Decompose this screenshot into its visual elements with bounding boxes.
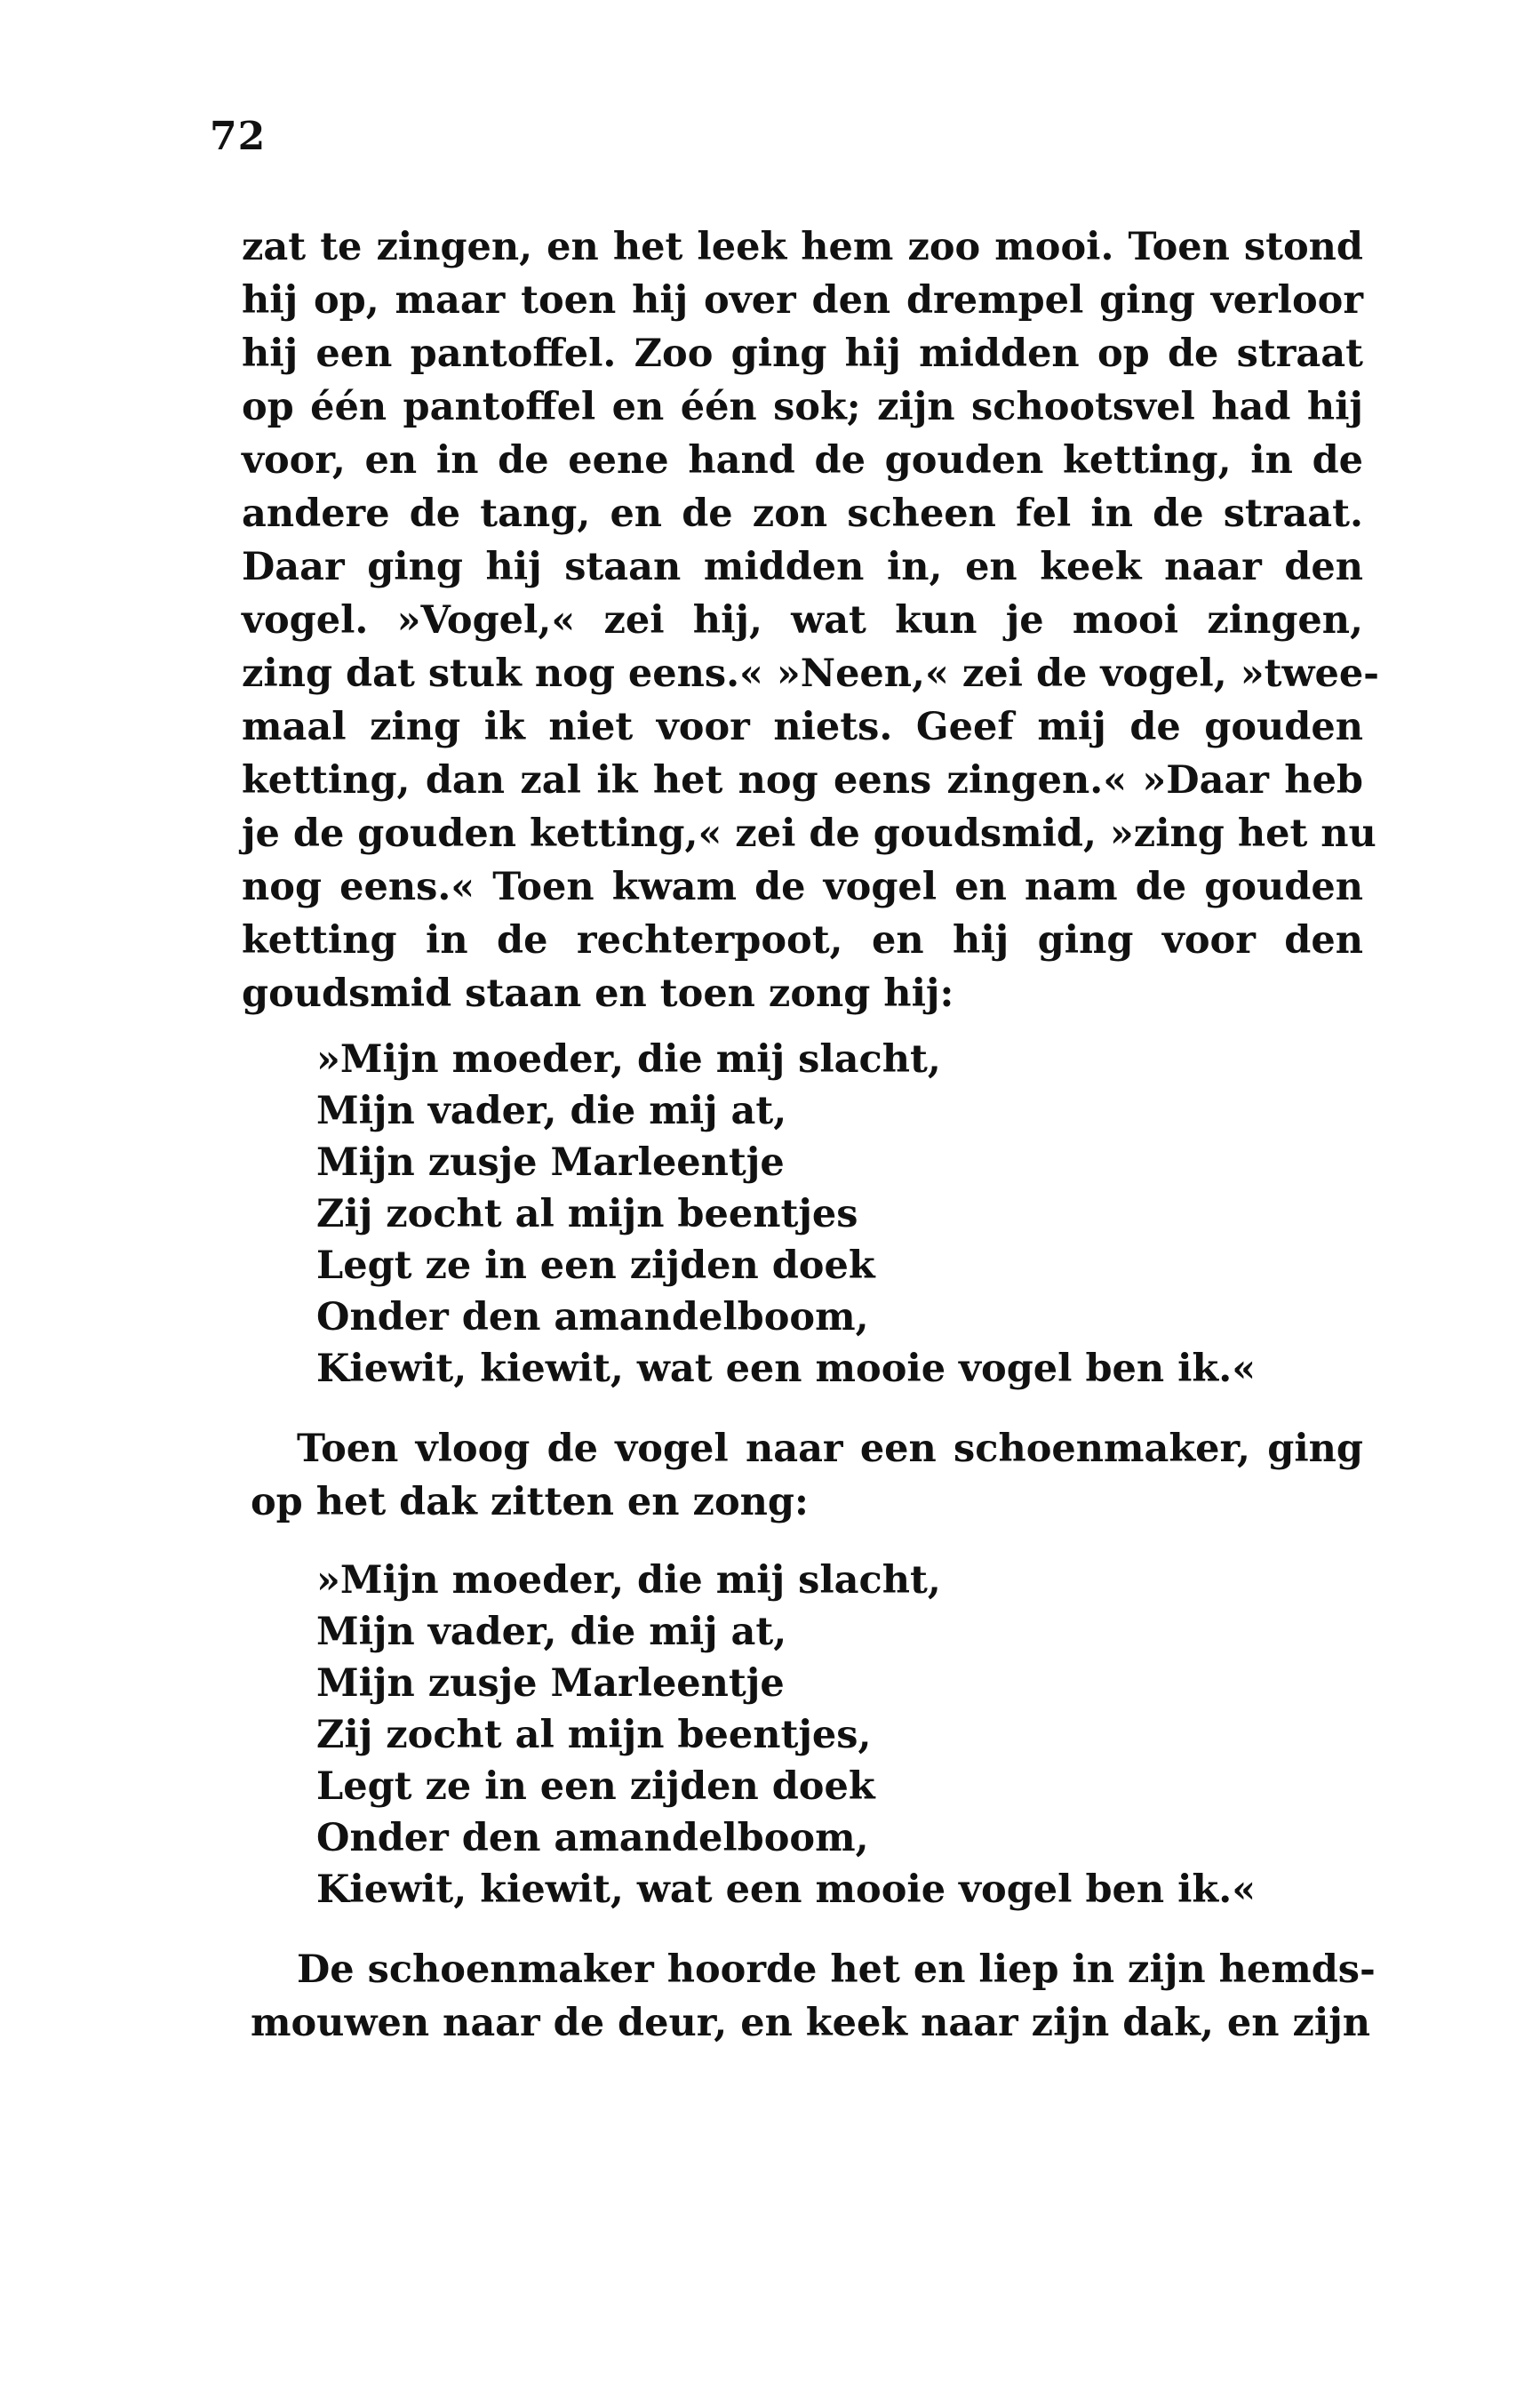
paragraph-1-line-4: op één pantoffel en één sok; zijn schootsvel had hij <box>242 385 1363 429</box>
paragraph-1-line-12: je de gouden ketting,« zei de goudsmid, »zing het nu <box>242 812 1376 856</box>
verse-2-line-4: Zij zocht al mijn beentjes, <box>316 1713 872 1757</box>
paragraph-1-line-2: hij op, maar toen hij over den drempel ging verloor <box>242 278 1363 323</box>
verse-2-line-3: Mijn zusje Marleentje <box>316 1661 785 1706</box>
verse-1-line-6: Onder den amandelboom, <box>316 1295 869 1339</box>
verse-2-line-2: Mijn vader, die mij at, <box>316 1610 787 1654</box>
paragraph-3-line-2: mouwen naar de deur, en keek naar zijn dak, en zijn <box>251 2001 1371 2045</box>
paragraph-1-line-10: maal zing ik niet voor niets. Geef mij de gouden <box>242 705 1363 749</box>
verse-1-line-7: Kiewit, kiewit, wat een mooie vogel ben ik.« <box>316 1347 1257 1391</box>
verse-1-line-2: Mijn vader, die mij at, <box>316 1089 787 1133</box>
paragraph-2-line-1: Toen vloog de vogel naar een schoenmaker, ging <box>297 1427 1363 1471</box>
paragraph-1-line-5: voor, en in de eene hand de gouden ketting, in de <box>242 438 1363 483</box>
paragraph-1-line-14: ketting in de rechterpoot, en hij ging voor den <box>242 918 1363 963</box>
paragraph-1-line-1: zat te zingen, en het leek hem zoo mooi. Toen stond <box>242 225 1363 269</box>
paragraph-1-line-15: goudsmid staan en toen zong hij: <box>242 972 954 1016</box>
verse-2-line-5: Legt ze in een zijden doek <box>316 1764 875 1809</box>
paragraph-1-line-13: nog eens.« Toen kwam de vogel en nam de gouden <box>242 865 1363 909</box>
paragraph-1-line-11: ketting, dan zal ik het nog eens zingen.« »Daar heb <box>242 758 1363 803</box>
verse-1-line-5: Legt ze in een zijden doek <box>316 1243 875 1288</box>
paragraph-1-line-3: hij een pantoffel. Zoo ging hij midden op de straat <box>242 332 1363 376</box>
verse-2-line-7: Kiewit, kiewit, wat een mooie vogel ben ik.« <box>316 1867 1257 1912</box>
verse-1-line-4: Zij zocht al mijn beentjes <box>316 1192 858 1236</box>
verse-1-line-3: Mijn zusje Marleentje <box>316 1140 785 1185</box>
verse-2-line-1: »Mijn moeder, die mij slacht, <box>316 1558 941 1603</box>
paragraph-1-line-7: Daar ging hij staan midden in, en keek naar den <box>242 545 1363 589</box>
paragraph-1-line-9: zing dat stuk nog eens.« »Neen,« zei de vogel, »twee- <box>242 652 1380 696</box>
paragraph-2-line-2: op het dak zitten en zong: <box>251 1480 809 1524</box>
page-number: 72 <box>210 114 267 159</box>
paragraph-1-line-8: vogel. »Vogel,« zei hij, wat kun je mooi zingen, <box>242 598 1363 643</box>
verse-1-line-1: »Mijn moeder, die mij slacht, <box>316 1037 941 1082</box>
paragraph-1-line-6: andere de tang, en de zon scheen fel in de straat. <box>242 492 1363 536</box>
verse-2-line-6: Onder den amandelboom, <box>316 1816 869 1860</box>
paragraph-3-line-1: De schoenmaker hoorde het en liep in zijn hemds- <box>297 1947 1376 1992</box>
